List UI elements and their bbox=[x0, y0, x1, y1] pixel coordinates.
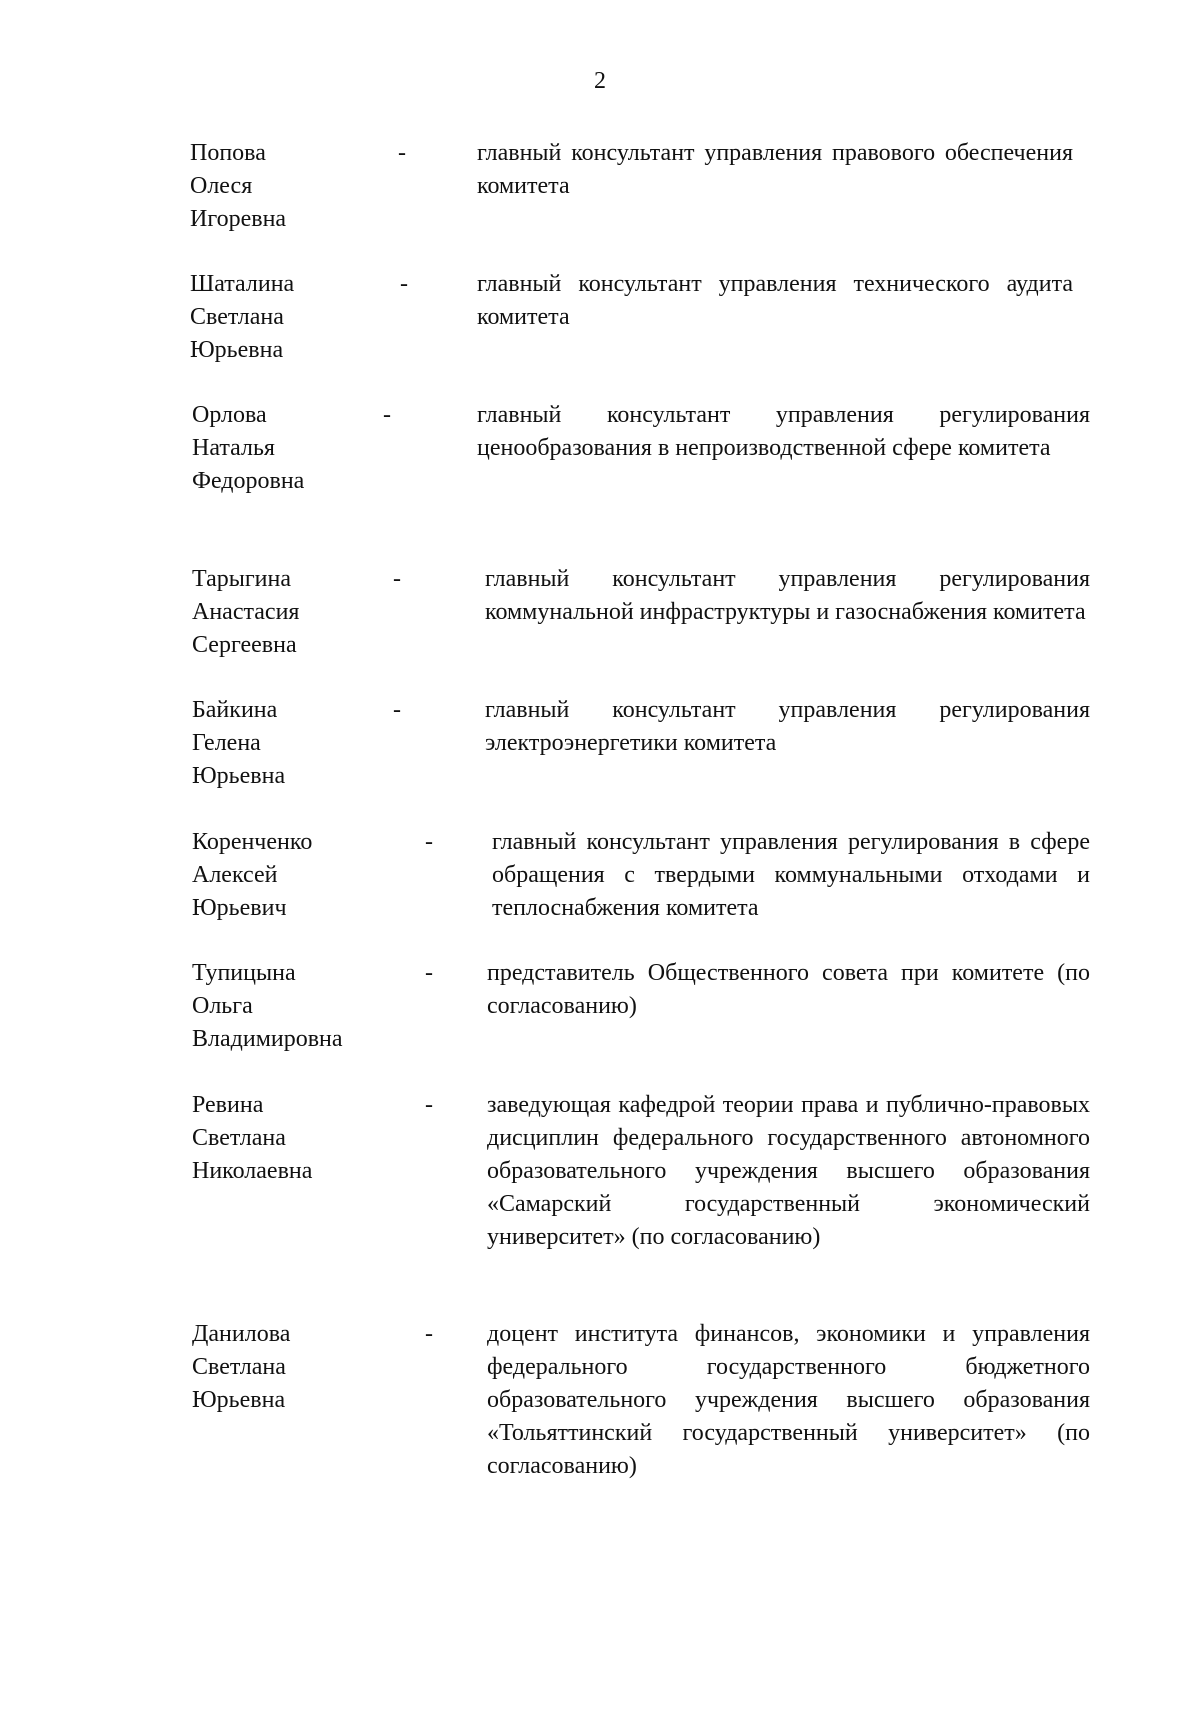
member-name bbox=[192, 957, 392, 1056]
member-surname: Орлова bbox=[192, 402, 267, 428]
member-patronymic: Федоровна bbox=[192, 468, 305, 494]
member-dash: - bbox=[425, 1092, 433, 1118]
member-patronymic: Игоревна bbox=[190, 206, 287, 232]
member-dash: - bbox=[398, 140, 406, 166]
member-first-name: Светлана bbox=[192, 1125, 286, 1151]
member-surname: Шаталина bbox=[190, 271, 295, 297]
member-first-name: Светлана bbox=[190, 304, 284, 330]
member-surname: Попова bbox=[190, 140, 266, 166]
member-first-name: Алексей bbox=[192, 862, 278, 888]
member-patronymic: Николаевна bbox=[192, 1158, 313, 1184]
member-role: представитель Общественного совета при комитете (по согласованию) bbox=[487, 960, 1090, 1019]
member-patronymic: Юрьевна bbox=[192, 1387, 286, 1413]
member-first-name: Наталья bbox=[192, 435, 275, 461]
member-name bbox=[192, 826, 392, 925]
member-patronymic: Юрьевна bbox=[190, 337, 284, 363]
member-name bbox=[190, 137, 390, 236]
member-surname: Тупицына bbox=[192, 960, 296, 986]
member-dash: - bbox=[393, 697, 401, 723]
member-dash: - bbox=[400, 271, 408, 297]
member-surname: Коренченко bbox=[192, 829, 313, 855]
member-dash: - bbox=[383, 402, 391, 428]
member-name bbox=[192, 563, 392, 662]
member-first-name: Олеся bbox=[190, 173, 253, 199]
member-role: главный консультант управления правового обеспечения комитета bbox=[477, 140, 1073, 199]
page-number: 2 bbox=[594, 68, 606, 94]
member-role: главный консультант управления регулирования в сфере обращения с твердыми коммунальными отходами и теплоснабжения комитета bbox=[492, 829, 1090, 921]
member-patronymic: Сергеевна bbox=[192, 632, 297, 658]
member-surname: Ревина bbox=[192, 1092, 264, 1118]
member-name bbox=[192, 1318, 392, 1417]
member-role: главный консультант управления регулирования коммунальной инфраструктуры и газоснабжения комитета bbox=[485, 566, 1090, 625]
member-patronymic: Юрьевна bbox=[192, 763, 286, 789]
member-name bbox=[192, 399, 392, 498]
member-patronymic: Владимировна bbox=[192, 1026, 343, 1052]
member-first-name: Анастасия bbox=[192, 599, 300, 625]
member-first-name: Светлана bbox=[192, 1354, 286, 1380]
member-name bbox=[192, 694, 392, 793]
member-surname: Тарыгина bbox=[192, 566, 292, 592]
member-name bbox=[192, 1089, 392, 1188]
member-dash: - bbox=[393, 566, 401, 592]
member-patronymic: Юрьевич bbox=[192, 895, 287, 921]
member-dash: - bbox=[425, 1321, 433, 1347]
member-surname: Данилова bbox=[192, 1321, 291, 1347]
member-name bbox=[190, 268, 390, 367]
member-role: главный консультант управления регулирования ценообразования в непроизводственной сфере комитета bbox=[477, 402, 1090, 461]
member-surname: Байкина bbox=[192, 697, 278, 723]
member-role: доцент института финансов, экономики и управления федерального государственного бюджетного образовательного учреждения высшего образования «Тольяттинский государственный университет» (по согласованию) bbox=[487, 1321, 1090, 1479]
member-first-name: Гелена bbox=[192, 730, 261, 756]
member-dash: - bbox=[425, 960, 433, 986]
member-role: главный консультант управления регулирования электроэнергетики комитета bbox=[485, 697, 1090, 756]
member-dash: - bbox=[425, 829, 433, 855]
member-first-name: Ольга bbox=[192, 993, 253, 1019]
member-role: заведующая кафедрой теории права и публично-правовых дисциплин федерального государственного автономного образовательного учреждения высшего образования «Самарский государственный экономический университет» (по согласованию) bbox=[487, 1092, 1090, 1250]
member-role: главный консультант управления технического аудита комитета bbox=[477, 271, 1073, 330]
